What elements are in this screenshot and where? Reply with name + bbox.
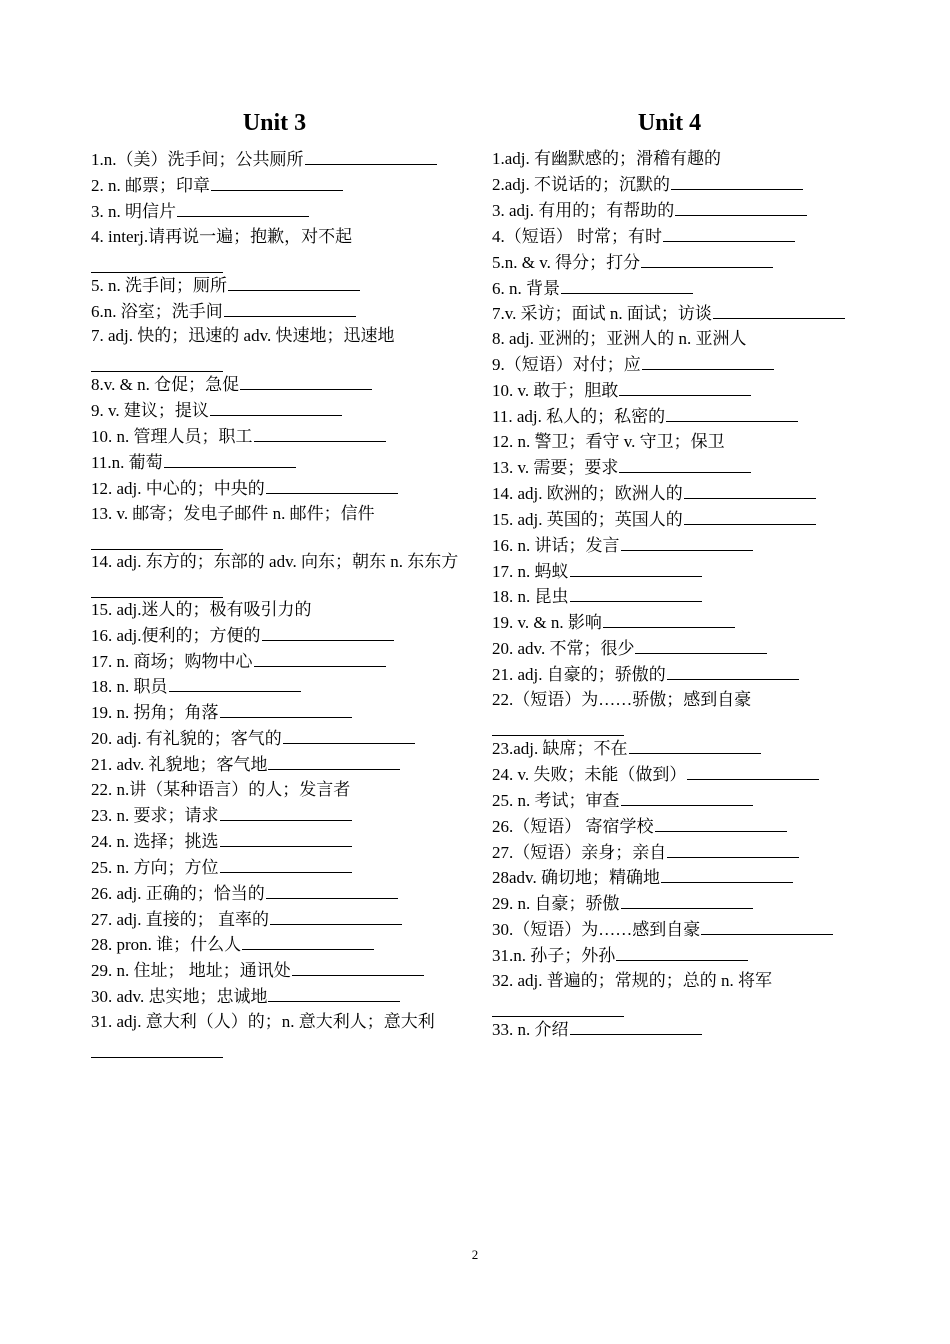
- answer-blank[interactable]: [211, 173, 343, 191]
- vocab-item: [492, 662, 867, 688]
- vocab-item: [492, 455, 867, 481]
- vocab-definition: 31. adj. 意大利（人）的；n. 意大利人；意大利: [91, 1012, 435, 1032]
- vocab-item: [91, 674, 466, 700]
- answer-blank[interactable]: [667, 840, 799, 858]
- answer-blank[interactable]: [177, 199, 309, 217]
- vocab-item: [91, 855, 466, 881]
- answer-blank[interactable]: [666, 404, 798, 422]
- answer-blank[interactable]: [713, 301, 845, 319]
- answer-blank[interactable]: [603, 610, 735, 628]
- answer-blank[interactable]: [164, 450, 296, 468]
- vocab-item: [91, 932, 466, 958]
- vocab-definition: 28. pron. 谁；什么人: [91, 935, 242, 955]
- vocab-definition: 26.（短语） 寄宿学校: [492, 816, 654, 836]
- answer-blank[interactable]: [655, 814, 787, 832]
- vocab-definition: 11.n. 葡萄: [91, 453, 163, 473]
- vocab-item: [91, 398, 466, 424]
- vocab-definition: 27.（短语）亲身；亲自: [492, 842, 667, 862]
- answer-blank[interactable]: [210, 398, 342, 416]
- vocab-definition: 22. n.讲（某种语言）的人；发言者: [91, 780, 351, 800]
- vocab-definition: 8.v. & n. 仓促；急促: [91, 375, 240, 395]
- answer-blank[interactable]: [91, 527, 223, 550]
- vocab-item: [492, 1017, 867, 1043]
- answer-blank[interactable]: [667, 662, 799, 680]
- answer-blank[interactable]: [91, 250, 223, 273]
- vocab-item: [492, 688, 867, 736]
- vocab-definition: 26. adj. 正确的；恰当的: [91, 883, 265, 903]
- vocab-definition: 17. n. 商场；购物中心: [91, 651, 253, 671]
- vocab-definition: 11. adj. 私人的；私密的: [492, 407, 666, 427]
- answer-blank[interactable]: [169, 674, 301, 692]
- vocab-definition: 29. n. 住址； 地址；通讯处: [91, 961, 291, 981]
- answer-blank[interactable]: [220, 700, 352, 718]
- vocab-definition: 16. adj.便利的；方便的: [91, 625, 261, 645]
- answer-blank[interactable]: [492, 994, 624, 1017]
- vocab-definition: 13. v. 需要；要求: [492, 457, 619, 477]
- answer-blank[interactable]: [684, 481, 816, 499]
- answer-blank[interactable]: [619, 455, 751, 473]
- vocab-item: [492, 276, 867, 302]
- answer-blank[interactable]: [619, 378, 751, 396]
- answer-blank[interactable]: [642, 352, 774, 370]
- page-number: 2: [471, 1247, 479, 1262]
- vocab-item: [91, 778, 466, 803]
- vocab-item: [492, 891, 867, 917]
- unit-4-column: [492, 106, 867, 1043]
- answer-blank[interactable]: [687, 762, 819, 780]
- vocab-definition: 4. interj.请再说一遍；抱歉，对不起: [91, 226, 353, 246]
- vocab-item: [91, 984, 466, 1010]
- vocab-item: [492, 610, 867, 636]
- answer-blank[interactable]: [262, 623, 394, 641]
- vocab-definition: 31.n. 孙子；外孙: [492, 946, 616, 966]
- vocab-definition: 8. adj. 亚洲的；亚洲人的 n. 亚洲人: [492, 329, 747, 349]
- vocab-definition: 24. v. 失败；未能（做到）: [492, 764, 687, 784]
- answer-blank[interactable]: [561, 276, 693, 294]
- vocab-item: [492, 404, 867, 430]
- vocab-definition: 6. n. 背景: [492, 278, 560, 298]
- answer-blank[interactable]: [570, 559, 702, 577]
- vocab-definition: 12. adj. 中心的；中央的: [91, 478, 265, 498]
- answer-blank[interactable]: [254, 649, 386, 667]
- answer-blank[interactable]: [91, 349, 223, 372]
- vocab-definition: 1.n.（美）洗手间；公共厕所: [91, 150, 304, 169]
- vocab-definition: 16. n. 讲话；发言: [492, 535, 620, 555]
- vocab-definition: 9.（短语）对付；应: [492, 355, 641, 375]
- vocab-definition: 7. adj. 快的；迅速的 adv. 快速地；迅速地: [91, 326, 395, 346]
- vocab-item: [492, 378, 867, 404]
- vocab-item: [91, 550, 466, 598]
- answer-blank[interactable]: [661, 865, 793, 883]
- vocab-item: [492, 198, 867, 224]
- vocab-definition: 20. adj. 有礼貌的；客气的: [91, 729, 282, 749]
- vocab-definition: 24. n. 选择；挑选: [91, 831, 219, 851]
- vocab-definition: 15. adj.迷人的；极有吸引力的: [91, 599, 312, 619]
- vocab-definition: 14. adj. 欧洲的；欧洲人的: [492, 483, 683, 503]
- answer-blank[interactable]: [220, 855, 352, 873]
- vocab-item: [91, 147, 466, 173]
- vocab-definition: 9. v. 建议；提议: [91, 401, 209, 421]
- vocab-definition: 3. adj. 有用的；有帮助的: [492, 200, 675, 220]
- vocab-definition: 32. adj. 普遍的；常规的；总的 n. 将军: [492, 971, 773, 991]
- vocab-definition: 25. n. 方向；方位: [91, 857, 219, 877]
- vocab-definition: 2. n. 邮票；印章: [91, 175, 210, 195]
- vocab-item: [492, 943, 867, 969]
- vocab-item: [91, 299, 466, 325]
- answer-blank[interactable]: [701, 917, 833, 935]
- vocab-definition: 6.n. 浴室；洗手间: [91, 301, 223, 321]
- vocab-item: [492, 969, 867, 1017]
- vocab-item: [91, 324, 466, 372]
- vocab-item: [91, 173, 466, 199]
- vocab-item: [91, 907, 466, 933]
- answer-blank[interactable]: [268, 752, 400, 770]
- vocab-definition: 3. n. 明信片: [91, 201, 176, 221]
- vocab-item: [91, 752, 466, 778]
- unit-3-vocab-list: [91, 147, 466, 1058]
- vocab-item: [492, 840, 867, 866]
- answer-blank[interactable]: [641, 250, 773, 268]
- answer-blank[interactable]: [268, 984, 400, 1002]
- answer-blank[interactable]: [91, 575, 223, 598]
- vocab-item: [91, 881, 466, 907]
- vocab-item: [91, 476, 466, 502]
- answer-blank[interactable]: [305, 147, 437, 165]
- answer-blank[interactable]: [224, 299, 356, 317]
- answer-blank[interactable]: [570, 584, 702, 602]
- answer-blank[interactable]: [242, 932, 374, 950]
- vocab-definition: 30.（短语）为……感到自豪: [492, 920, 701, 940]
- vocab-definition: 4.（短语） 时常；有时: [492, 226, 662, 246]
- vocab-item: [492, 481, 867, 507]
- vocab-definition: 28adv. 确切地；精确地: [492, 868, 660, 888]
- vocab-item: [91, 598, 466, 623]
- answer-blank[interactable]: [635, 636, 767, 654]
- vocab-item: [91, 700, 466, 726]
- unit-4-vocab-list: [492, 147, 867, 1043]
- answer-blank[interactable]: [91, 1035, 223, 1058]
- vocab-definition: 17. n. 蚂蚁: [492, 561, 569, 581]
- answer-blank[interactable]: [684, 507, 816, 525]
- vocab-item: [492, 636, 867, 662]
- answer-blank[interactable]: [629, 736, 761, 754]
- vocab-item: [492, 814, 867, 840]
- vocab-definition: 13. v. 邮寄；发电子邮件 n. 邮件；信件: [91, 503, 375, 523]
- vocab-definition: 2.adj. 不说话的；沉默的: [492, 174, 671, 194]
- vocab-definition: 10. n. 管理人员；职工: [91, 427, 253, 447]
- vocab-definition: 30. adv. 忠实地；忠诚地: [91, 987, 268, 1007]
- answer-blank[interactable]: [283, 726, 415, 744]
- vocab-item: [91, 225, 466, 273]
- vocab-definition: 14. adj. 东方的；东部的 adv. 向东；朝东 n. 东东方: [91, 551, 459, 571]
- vocab-item: [91, 424, 466, 450]
- answer-blank[interactable]: [570, 1017, 702, 1035]
- answer-blank[interactable]: [663, 224, 795, 242]
- answer-blank[interactable]: [220, 829, 352, 847]
- vocab-item: [91, 958, 466, 984]
- vocab-definition: 33. n. 介绍: [492, 1020, 569, 1039]
- vocab-item: [492, 865, 867, 891]
- vocab-definition: 18. n. 昆虫: [492, 587, 569, 607]
- vocab-item: [492, 430, 867, 455]
- answer-blank[interactable]: [492, 713, 624, 736]
- vocab-item: [91, 199, 466, 225]
- vocab-item: [492, 224, 867, 250]
- vocab-definition: 23. n. 要求；请求: [91, 805, 219, 825]
- vocab-item: [492, 736, 867, 762]
- unit-4-title: Unit 4: [637, 110, 702, 136]
- answer-blank[interactable]: [616, 943, 748, 961]
- answer-blank[interactable]: [621, 788, 753, 806]
- unit-3-title: Unit 3: [242, 110, 307, 136]
- vocab-definition: 27. adj. 直接的； 直率的: [91, 909, 270, 929]
- unit-3-column: [91, 106, 466, 1058]
- vocab-item: [492, 917, 867, 943]
- vocab-definition: 19. n. 拐角；角落: [91, 703, 219, 723]
- vocab-definition: 15. adj. 英国的；英国人的: [492, 509, 683, 529]
- vocab-item: [91, 273, 466, 299]
- vocab-definition: 1.adj. 有幽默感的；滑稽有趣的: [492, 149, 722, 168]
- vocab-item: [91, 803, 466, 829]
- vocab-definition: 25. n. 考试；审查: [492, 790, 620, 810]
- vocab-item: [492, 533, 867, 559]
- answer-blank[interactable]: [220, 803, 352, 821]
- vocab-item: [91, 623, 466, 649]
- answer-blank[interactable]: [671, 172, 803, 190]
- vocab-item: [492, 507, 867, 533]
- vocab-definition: 5.n. & v. 得分；打分: [492, 252, 641, 272]
- answer-blank[interactable]: [266, 476, 398, 494]
- vocab-definition: 5. n. 洗手间；厕所: [91, 275, 227, 295]
- vocab-item: [91, 1010, 466, 1058]
- vocab-item: [492, 559, 867, 585]
- vocab-item: [91, 502, 466, 550]
- vocab-item: [492, 301, 867, 327]
- answer-blank[interactable]: [240, 372, 372, 390]
- vocab-definition: 21. adv. 礼貌地；客气地: [91, 755, 268, 775]
- vocab-definition: 29. n. 自豪；骄傲: [492, 894, 620, 914]
- vocab-definition: 20. adv. 不常；很少: [492, 639, 635, 659]
- vocab-definition: 10. v. 敢于；胆敢: [492, 381, 619, 401]
- vocab-item: [492, 762, 867, 788]
- vocab-item: [492, 327, 867, 352]
- vocab-definition: 18. n. 职员: [91, 677, 168, 697]
- vocab-definition: 7.v. 采访；面试 n. 面试；访谈: [492, 304, 712, 324]
- vocab-item: [492, 352, 867, 378]
- vocab-item: [492, 172, 867, 198]
- vocab-definition: 19. v. & n. 影响: [492, 613, 602, 633]
- vocab-item: [492, 584, 867, 610]
- vocab-item: [91, 726, 466, 752]
- vocab-item: [91, 450, 466, 476]
- answer-blank[interactable]: [292, 958, 424, 976]
- vocab-definition: 23.adj. 缺席；不在: [492, 738, 628, 758]
- vocab-definition: 12. n. 警卫；看守 v. 守卫；保卫: [492, 431, 725, 451]
- vocab-item: [492, 250, 867, 276]
- vocab-item: [91, 649, 466, 675]
- vocab-item: [492, 147, 867, 172]
- answer-blank[interactable]: [621, 533, 753, 551]
- vocab-definition: 22.（短语）为……骄傲；感到自豪: [492, 690, 752, 710]
- answer-blank[interactable]: [228, 273, 360, 291]
- answer-blank[interactable]: [266, 881, 398, 899]
- answer-blank[interactable]: [621, 891, 753, 909]
- answer-blank[interactable]: [254, 424, 386, 442]
- vocab-item: [492, 788, 867, 814]
- answer-blank[interactable]: [270, 907, 402, 925]
- answer-blank[interactable]: [675, 198, 807, 216]
- vocab-item: [91, 372, 466, 398]
- vocab-item: [91, 829, 466, 855]
- vocab-definition: 21. adj. 自豪的；骄傲的: [492, 665, 666, 685]
